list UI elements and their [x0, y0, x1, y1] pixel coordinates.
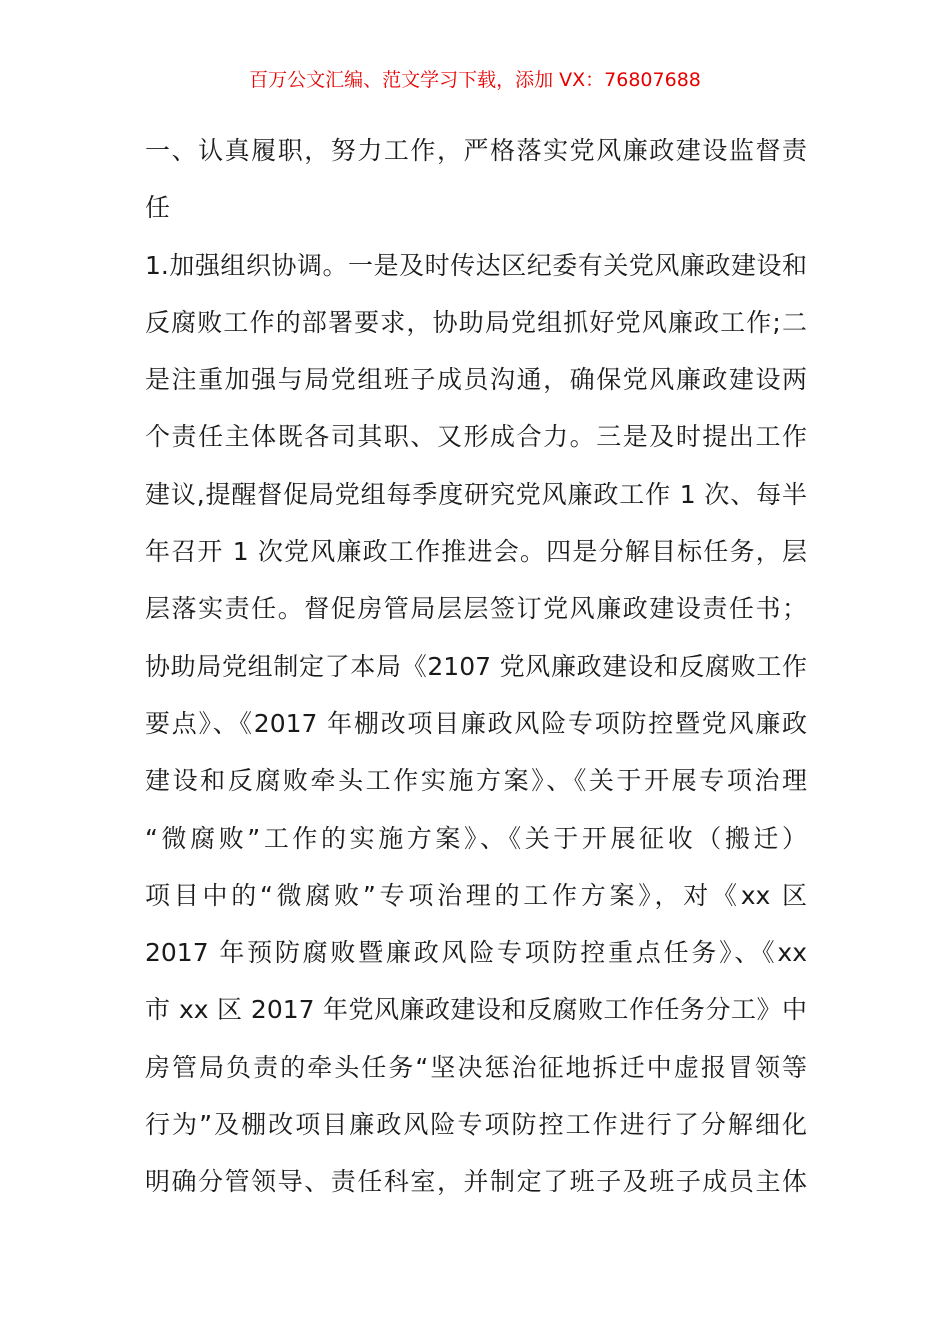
paragraph-line: 反腐败工作的部署要求，协助局党组抓好党风廉政工作;二 [145, 307, 807, 337]
paragraph-line: 年召开 1 次党风廉政工作推进会。四是分解目标任务，层 [145, 537, 807, 567]
paragraph-line: 协助局党组制定了本局《2107 党风廉政建设和反腐败工作 [145, 651, 807, 681]
paragraph-line: 要点》、《2017 年棚改项目廉政风险专项防控暨党风廉政 [145, 708, 807, 738]
paragraph-line: 房管局负责的牵头任务“坚决惩治征地拆迁中虚报冒领等 [145, 1052, 807, 1082]
paragraph-line: 个责任主体既各司其职、又形成合力。三是及时提出工作 [145, 422, 807, 452]
paragraph-line: 1.加强组织协调。一是及时传达区纪委有关党风廉政建设和 [145, 250, 807, 280]
paragraph-line: 建议,提醒督促局党组每季度研究党风廉政工作 1 次、每半 [145, 479, 807, 509]
section-heading-line-1: 一、认真履职，努力工作，严格落实党风廉政建设监督责 [145, 136, 807, 165]
paragraph-line: 建设和反腐败牵头工作实施方案》、《关于开展专项治理 [145, 766, 807, 796]
paragraph-line: 层落实责任。督促房管局层层签订党风廉政建设责任书； [145, 594, 807, 624]
paragraph-line: “微腐败”工作的实施方案》、《关于开展征收（搬迁） [145, 823, 807, 853]
paragraph-line: 市 xx 区 2017 年党风廉政建设和反腐败工作任务分工》中 [145, 995, 807, 1025]
header-watermark-text: 百万公文汇编、范文学习下载，添加 VX：76807688 [249, 69, 701, 91]
section-heading-line-2: 任 [145, 193, 171, 223]
paragraph-line: 行为”及棚改项目廉政风险专项防控工作进行了分解细化 [145, 1110, 807, 1140]
paragraph-line: 2017 年预防腐败暨廉政风险专项防控重点任务》、《xx [145, 938, 807, 968]
paragraph-line: 是注重加强与局党组班子成员沟通，确保党风廉政建设两 [145, 365, 807, 395]
paragraph-line: 项目中的“微腐败”专项治理的工作方案》，对《xx 区 [145, 880, 807, 910]
paragraph-line: 明确分管领导、责任科室，并制定了班子及班子成员主体 [145, 1167, 807, 1197]
document-body [145, 122, 807, 1211]
